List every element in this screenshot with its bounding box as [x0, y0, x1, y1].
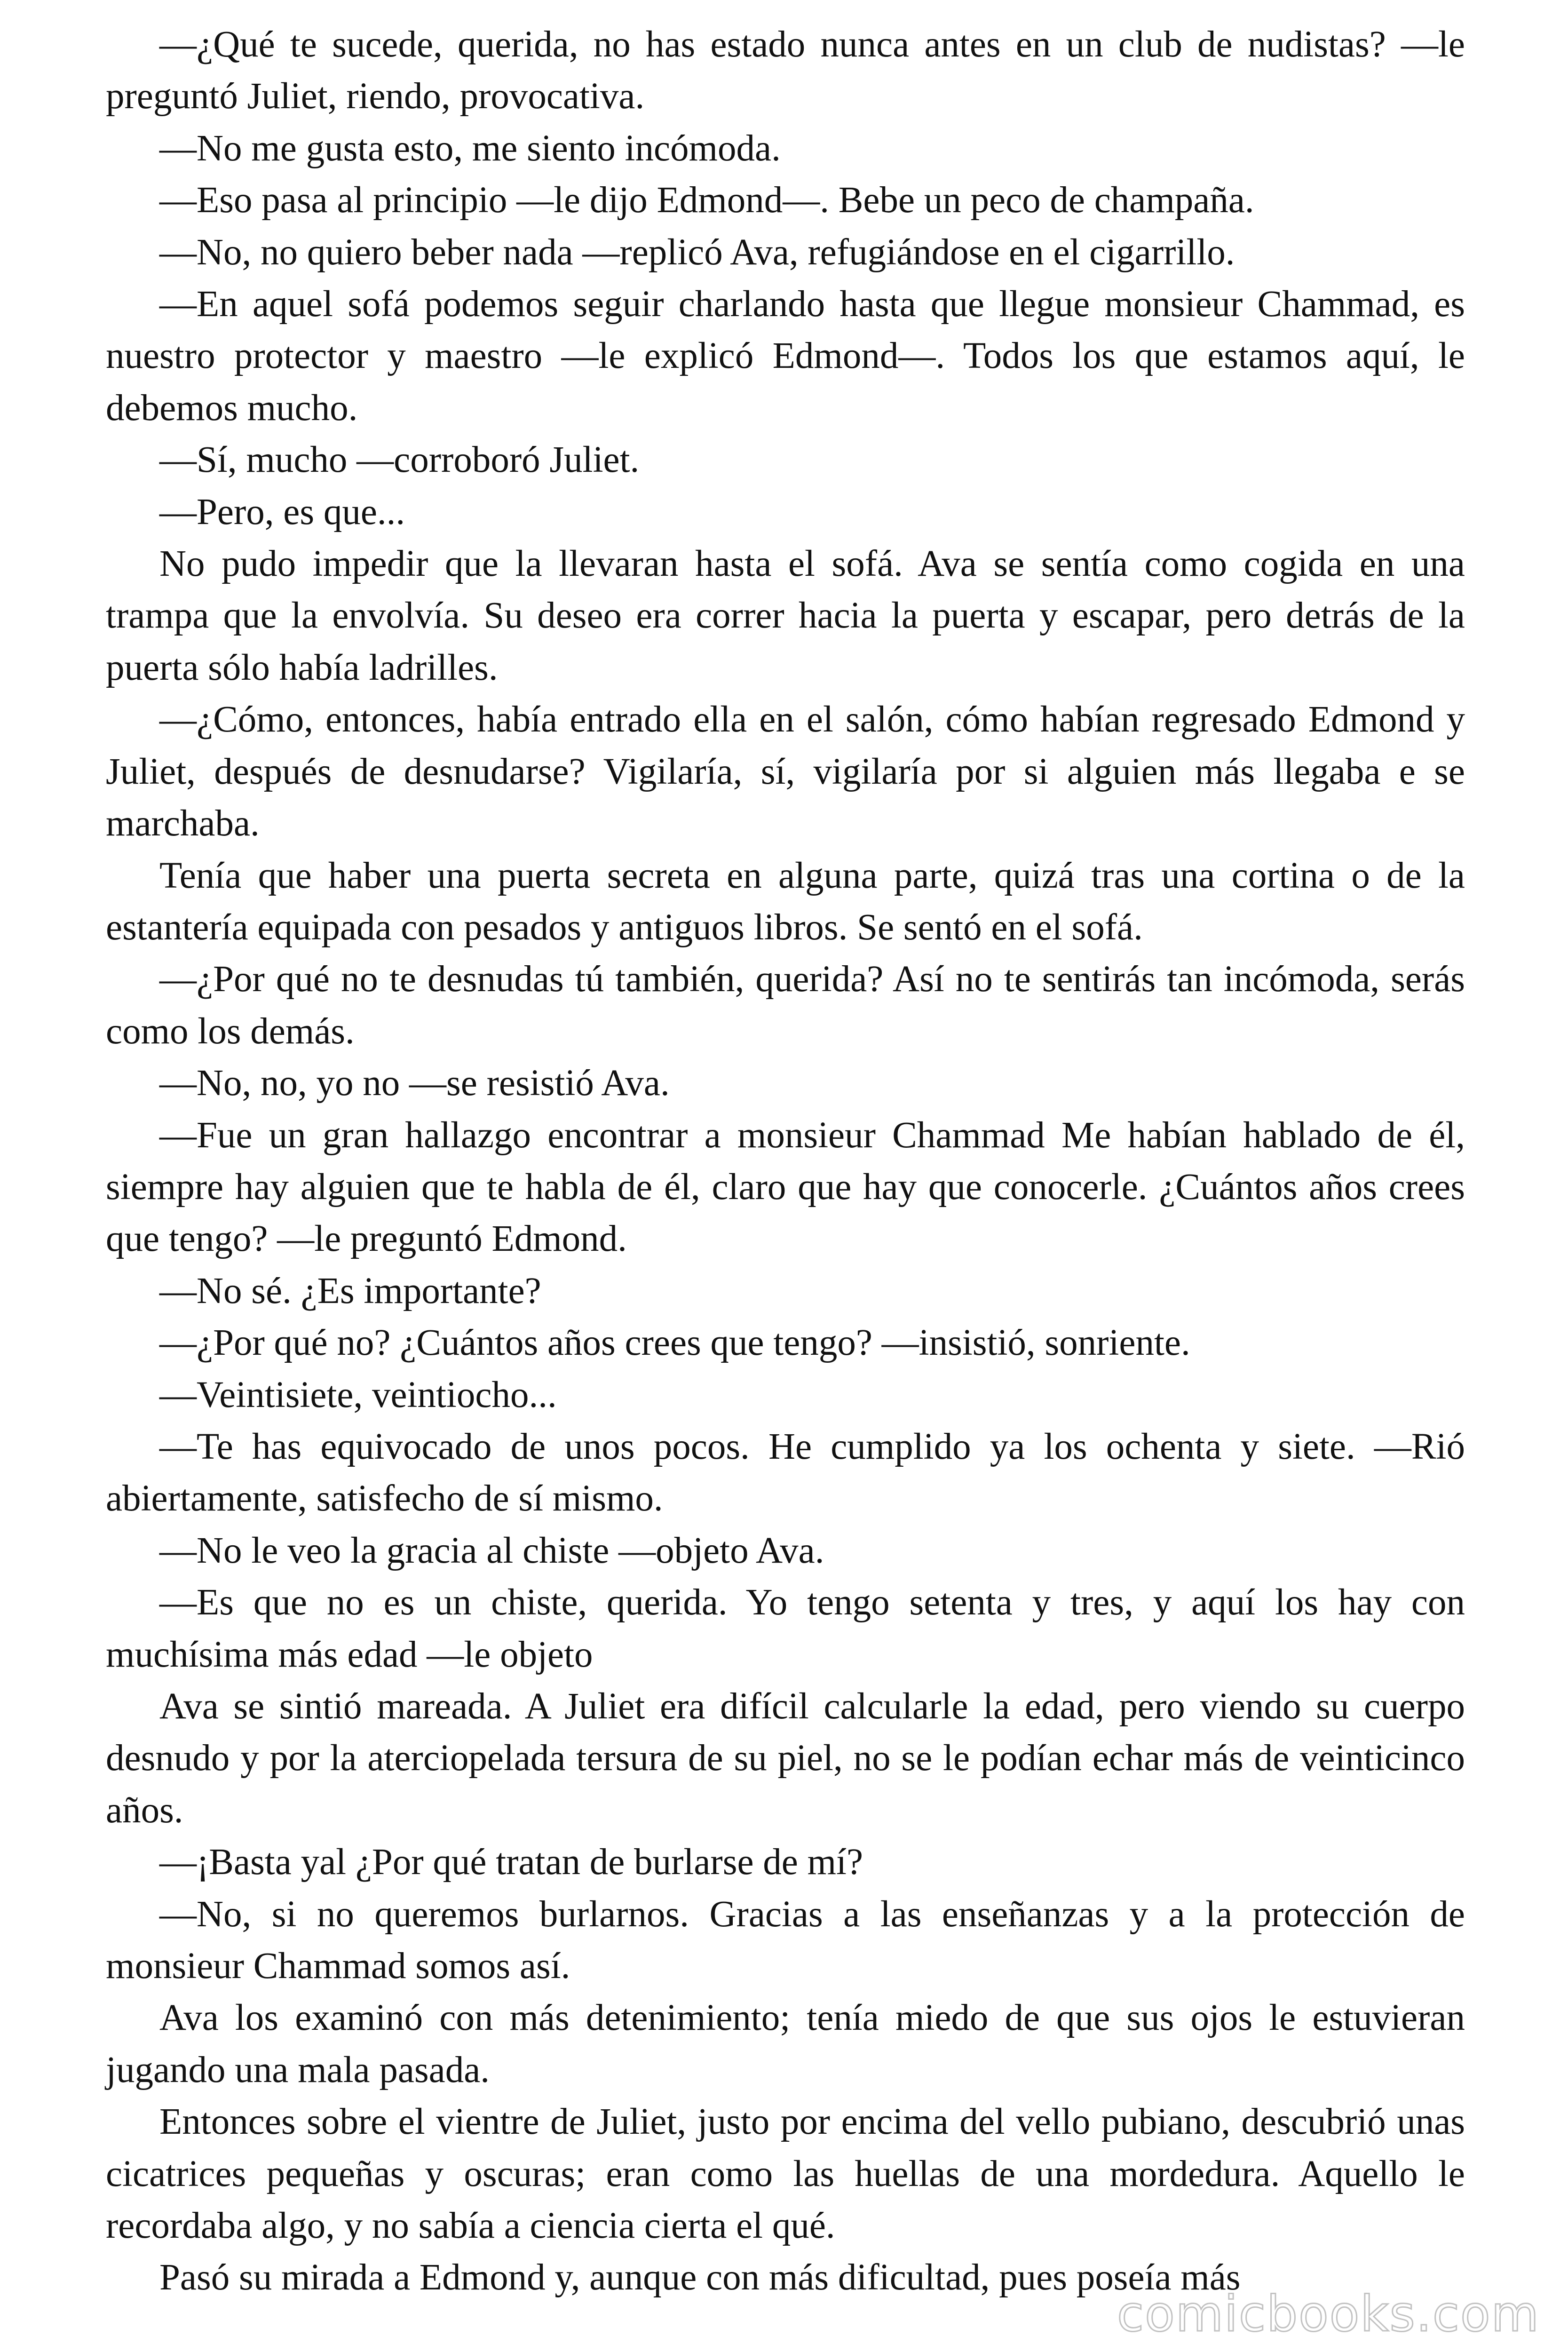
paragraph: —No me gusta esto, me siento incómoda. [159, 127, 781, 169]
paragraph: —Pero, es que... [159, 491, 405, 532]
paragraph: —En aquel sofá podemos seguir charlando hasta que llegue monsieur Chammad, es nuestro protector y maestro —le explicó Edmond—. Todos los que estamos aquí, le debemos mucho. [106, 284, 1465, 429]
page-text [106, 19, 1465, 2304]
paragraph: —¿Por qué no te desnudas tú también, querida? Así no te sentirás tan incómoda, serás como los demás. [106, 959, 1465, 1052]
paragraph: Ava los examinó con más detenimiento; tenía miedo de que sus ojos le estuvieran jugando una mala pasada. [106, 1997, 1465, 2090]
watermark: comicbooks.com [1117, 2285, 1540, 2343]
paragraph: —No le veo la gracia al chiste —objeto Ava. [159, 1530, 824, 1571]
paragraph: Tenía que haber una puerta secreta en alguna parte, quizá tras una cortina o de la estantería equipada con pesados y antiguos libros. Se sentó en el sofá. [106, 855, 1465, 948]
paragraph: —¿Qué te sucede, querida, no has estado nunca antes en un club de nudistas? —le preguntó Juliet, riendo, provocativa. [106, 24, 1465, 117]
paragraph: —¡Basta yal ¿Por qué tratan de burlarse de mí? [159, 1842, 863, 1883]
paragraph: —No sé. ¿Es importante? [159, 1270, 541, 1311]
paragraph: —¿Por qué no? ¿Cuántos años crees que tengo? —insistió, sonriente. [159, 1322, 1190, 1364]
paragraph: —No, no, yo no —se resistió Ava. [159, 1063, 670, 1104]
paragraph: —Fue un gran hallazgo encontrar a monsieur Chammad Me habían hablado de él, siempre hay alguien que te habla de él, claro que hay que conocerle. ¿Cuántos años crees que tengo? —le preguntó Edmond. [106, 1114, 1465, 1260]
paragraph: —Te has equivocado de unos pocos. He cumplido ya los ochenta y siete. —Rió abiertamente, satisfecho de sí mismo. [106, 1426, 1465, 1519]
paragraph: —No, si no queremos burlarnos. Gracias a las enseñanzas y a la protección de monsieur Chammad somos así. [106, 1893, 1465, 1987]
paragraph: —Sí, mucho —corroboró Juliet. [159, 439, 640, 481]
paragraph: Entonces sobre el vientre de Juliet, justo por encima del vello pubiano, descubrió unas cicatrices pequeñas y oscuras; eran como las huellas de una mordedura. Aquello le recordaba algo, y no sabía a ciencia cierta el qué. [106, 2101, 1465, 2247]
paragraph: —¿Cómo, entonces, había entrado ella en el salón, cómo habían regresado Edmond y Juliet, después de desnudarse? Vigilaría, sí, vigilaría por si alguien más llegaba e se marchaba. [106, 699, 1465, 844]
paragraph: —Eso pasa al principio —le dijo Edmond—. Bebe un peco de champaña. [159, 180, 1254, 221]
paragraph: —Veintisiete, veintiocho... [159, 1374, 557, 1415]
paragraph: Pasó su mirada a Edmond y, aunque con más dificultad, pues poseía más [159, 2257, 1241, 2298]
paragraph: Ava se sintió mareada. A Juliet era difícil calcularle la edad, pero viendo su cuerpo desnudo y por la aterciopelada tersura de su piel, no se le podían echar más de veinticinco años. [106, 1686, 1465, 1831]
paragraph: —Es que no es un chiste, querida. Yo tengo setenta y tres, y aquí los hay con muchísima más edad —le objeto [106, 1582, 1465, 1675]
paragraph: No pudo impedir que la llevaran hasta el sofá. Ava se sentía como cogida en una trampa que la envolvía. Su deseo era correr hacia la puerta y escapar, pero detrás de la puerta sólo había ladrilles. [106, 543, 1465, 688]
paragraph: —No, no quiero beber nada —replicó Ava, refugiándose en el cigarrillo. [159, 231, 1235, 273]
